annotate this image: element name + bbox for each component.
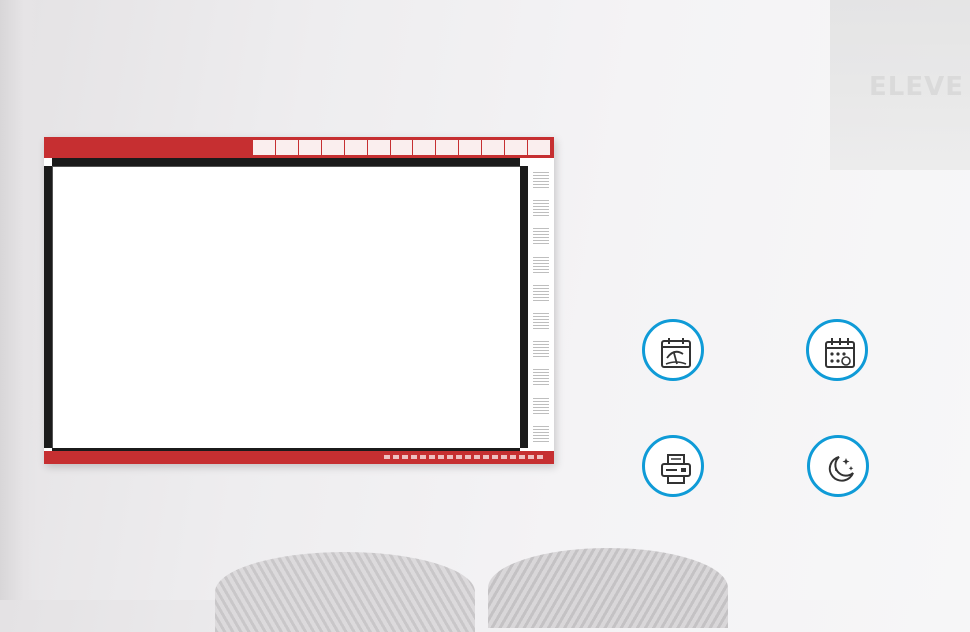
feature-moon-phases-circle (807, 435, 869, 497)
planner-grid (52, 166, 521, 449)
planner-months-left (44, 166, 52, 448)
feature-laminated (614, 435, 732, 509)
planner-header-boxes (253, 140, 551, 155)
stool-left (215, 552, 475, 632)
planner-footer (44, 451, 554, 464)
feature-holidays-circle (642, 319, 704, 381)
planner-mini-calendars (531, 166, 551, 448)
stool-right (488, 548, 728, 628)
feature-notable-dates (765, 319, 909, 393)
planner-day-header-top (52, 158, 520, 166)
feature-notable-dates-circle (806, 319, 868, 381)
planner-footer-strip (384, 455, 544, 459)
wall-frame (830, 0, 970, 170)
feature-moon-phases (746, 435, 930, 509)
calendar-dates-icon (823, 336, 857, 370)
planner-months-right (520, 166, 528, 448)
feature-laminated-circle (642, 435, 704, 497)
laminator-icon (659, 452, 693, 486)
curtain (0, 0, 40, 600)
beach-umbrella-calendar-icon (659, 336, 693, 370)
moon-stars-icon (824, 452, 858, 486)
year-planner-poster (44, 137, 554, 464)
wall-frame-lettering: ELEVE (869, 72, 964, 102)
planner-header (44, 137, 554, 158)
feature-holidays (614, 319, 732, 393)
